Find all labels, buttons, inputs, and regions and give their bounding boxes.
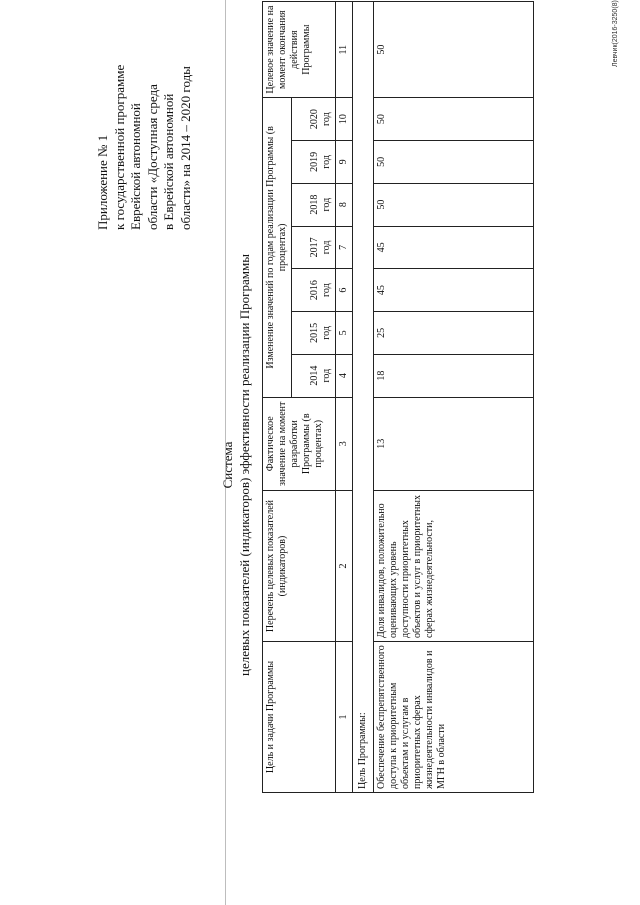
document-title (220, 185, 253, 745)
header-year: 2018 год (292, 183, 336, 226)
appendix-line: области «Доступная среда (144, 84, 160, 230)
header-year: 2015 год (292, 312, 336, 355)
year-value-cell: 45 (374, 269, 534, 312)
appendix-line: в Еврейской автономной (161, 93, 176, 230)
column-number: 7 (336, 226, 353, 269)
title-line-1: Система (220, 441, 235, 489)
header-goal: Цель и задачи Программы (263, 642, 336, 793)
year-value-cell: 45 (374, 226, 534, 269)
column-number: 2 (336, 491, 353, 642)
actual-value-cell: 13 (374, 397, 534, 491)
year-value-cell: 50 (374, 141, 534, 184)
column-number: 9 (336, 141, 353, 184)
goal-label: Цель Программы: (353, 2, 374, 793)
column-number: 4 (336, 354, 353, 397)
column-number-row (336, 2, 353, 793)
header-yearly-changes: Изменение значений по годам реализации Программы (в процентах) (263, 98, 292, 397)
header-year: 2017 год (292, 226, 336, 269)
header-year: 2014 год (292, 354, 336, 397)
column-number: 5 (336, 312, 353, 355)
appendix-line: области» на 2014 – 2020 годы (177, 66, 193, 230)
appendix-line: Приложение № 1 (95, 134, 110, 230)
column-number: 8 (336, 183, 353, 226)
column-number: 11 (336, 2, 353, 98)
year-value-cell: 50 (374, 183, 534, 226)
year-value-cell: 18 (374, 354, 534, 397)
appendix-line: к государственной программе (111, 64, 127, 230)
appendix-line: Еврейской автономной (128, 103, 143, 230)
year-value-cell: 50 (374, 98, 534, 141)
column-number: 10 (336, 98, 353, 141)
year-value-cell: 25 (374, 312, 534, 355)
column-number: 1 (336, 642, 353, 793)
header-year: 2020 год (292, 98, 336, 141)
header-target-value: Целевое значение на момент окончания действия Программы (263, 2, 336, 98)
goal-label-row (353, 2, 374, 793)
appendix-header (95, 0, 194, 230)
goal-cell: Обеспечение беспрепятственного доступа к приоритетным объектам и услугам в приоритетных сферах жизнедеятельности инвалидов и МГН в области (374, 642, 534, 793)
column-number: 3 (336, 397, 353, 491)
table-row (374, 2, 534, 793)
footer-document-code: Левчик(2016-3250(8) (612, 0, 619, 67)
header-year: 2019 год (292, 141, 336, 184)
target-value-cell: 50 (374, 2, 534, 98)
header-indicators: Перечень целевых показателей (индикаторов) (263, 491, 336, 642)
header-actual-value: Фактическое значение на момент разработки Программы (в процентах) (263, 397, 336, 491)
indicators-table (262, 1, 534, 793)
title-line-2: целевых показателей (индикаторов) эффективности реализации Программы (236, 254, 252, 676)
header-year: 2016 год (292, 269, 336, 312)
indicator-cell: Доля инвалидов, положительно оценивающих уровень доступности приоритетных объектов и услуг в приоритетных сферах жизнедеятельности, (374, 491, 534, 642)
column-number: 6 (336, 269, 353, 312)
